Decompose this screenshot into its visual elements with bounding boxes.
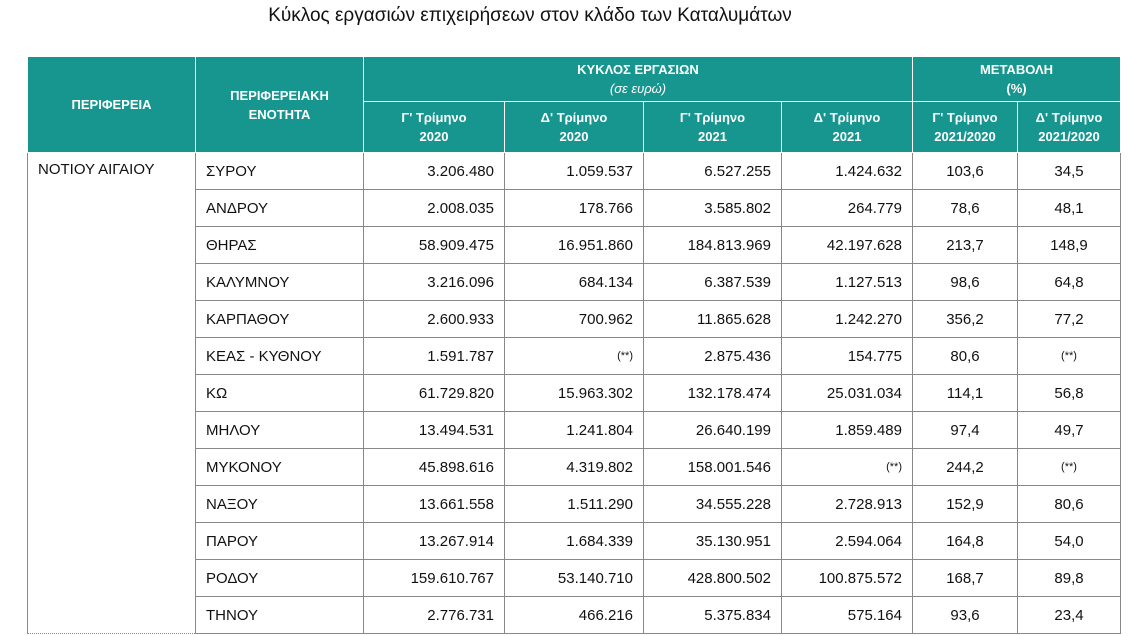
header-change-label: ΜΕΤΑΒΟΛΗ (979, 62, 1054, 77)
turnover-cell: 45.898.616 (364, 449, 505, 486)
turnover-cell: 34.555.228 (644, 486, 782, 523)
unit-cell: ΜΥΚΟΝΟΥ (196, 449, 364, 486)
change-cell: 93,6 (913, 597, 1018, 634)
unit-cell: ΚΩ (196, 375, 364, 412)
turnover-cell: 25.031.034 (782, 375, 913, 412)
change-cell: 49,7 (1018, 412, 1121, 449)
header-region: ΠΕΡΙΦΕΡΕΙΑ (28, 57, 196, 153)
header-col-3 (782, 102, 913, 153)
unit-cell: ΚΑΛΥΜΝΟΥ (196, 264, 364, 301)
turnover-cell: 3.206.480 (364, 153, 505, 190)
turnover-cell: 5.375.834 (644, 597, 782, 634)
turnover-cell: 2.008.035 (364, 190, 505, 227)
unit-cell: ΡΟΔΟΥ (196, 560, 364, 597)
turnover-cell: 42.197.628 (782, 227, 913, 264)
turnover-cell: (**) (782, 449, 913, 486)
change-cell: 34,5 (1018, 153, 1121, 190)
turnover-cell: 3.216.096 (364, 264, 505, 301)
turnover-cell: 53.140.710 (505, 560, 644, 597)
header-col-line: 2021/2020 (1038, 129, 1100, 144)
change-cell: 97,4 (913, 412, 1018, 449)
unit-cell: ΚΑΡΠΑΘΟΥ (196, 301, 364, 338)
header-col-line: 2021/2020 (934, 129, 996, 144)
header-unit (196, 57, 364, 153)
header-col-line: 2021 (698, 129, 727, 144)
unit-cell: ΤΗΝΟΥ (196, 597, 364, 634)
unit-cell: ΝΑΞΟΥ (196, 486, 364, 523)
change-cell: 56,8 (1018, 375, 1121, 412)
change-cell: 23,4 (1018, 597, 1121, 634)
header-unit-label: ΠΕΡΙΦΕΡΕΙΑΚΗ ΕΝΟΤΗΤΑ (230, 87, 329, 122)
turnover-cell: 3.585.802 (644, 190, 782, 227)
change-cell: 80,6 (1018, 486, 1121, 523)
header-col-line: 2020 (559, 129, 589, 144)
change-cell: 103,6 (913, 153, 1018, 190)
header-turnover (364, 57, 913, 102)
turnover-cell: 1.684.339 (505, 523, 644, 560)
change-cell: 152,9 (913, 486, 1018, 523)
turnover-cell: 159.610.767 (364, 560, 505, 597)
unit-cell: ΘΗΡΑΣ (196, 227, 364, 264)
header-col-line: 2020 (419, 129, 449, 144)
turnover-cell: 2.594.064 (782, 523, 913, 560)
header-col-5 (1018, 102, 1121, 153)
change-cell: 78,6 (913, 190, 1018, 227)
turnover-cell: 100.875.572 (782, 560, 913, 597)
turnover-cell: 700.962 (505, 301, 644, 338)
header-col-line: Δ' Τρίμηνο (540, 110, 608, 125)
turnover-cell: 1.242.270 (782, 301, 913, 338)
header-col-1 (505, 102, 644, 153)
turnover-cell: 154.775 (782, 338, 913, 375)
header-col-line: Δ' Τρίμηνο (1035, 110, 1103, 125)
change-cell: 89,8 (1018, 560, 1121, 597)
turnover-table (27, 56, 1121, 634)
turnover-cell: 1.059.537 (505, 153, 644, 190)
turnover-cell: 4.319.802 (505, 449, 644, 486)
turnover-cell: 26.640.199 (644, 412, 782, 449)
header-col-0 (364, 102, 505, 153)
turnover-cell: 35.130.951 (644, 523, 782, 560)
turnover-cell: 13.494.531 (364, 412, 505, 449)
turnover-cell: 11.865.628 (644, 301, 782, 338)
change-cell: 64,8 (1018, 264, 1121, 301)
change-cell: 356,2 (913, 301, 1018, 338)
change-cell: 148,9 (1018, 227, 1121, 264)
header-col-line: 2021 (832, 129, 862, 144)
turnover-cell: 1.424.632 (782, 153, 913, 190)
unit-cell: ΚΕΑΣ - ΚΥΘΝΟΥ (196, 338, 364, 375)
turnover-cell: 6.527.255 (644, 153, 782, 190)
turnover-cell: 61.729.820 (364, 375, 505, 412)
header-change (913, 57, 1121, 102)
change-cell: 164,8 (913, 523, 1018, 560)
turnover-cell: 1.591.787 (364, 338, 505, 375)
change-cell: 114,1 (913, 375, 1018, 412)
turnover-cell: 2.776.731 (364, 597, 505, 634)
change-cell: (**) (1018, 449, 1121, 486)
page-title: Κύκλος εργασιών επιχειρήσεων στον κλάδο των Καταλυμάτων (268, 5, 792, 26)
header-col-line: Γ' Τρίμηνο (401, 110, 467, 125)
header-col-line: Δ' Τρίμηνο (813, 110, 881, 125)
turnover-cell: 575.164 (782, 597, 913, 634)
table-row (28, 153, 1121, 190)
turnover-cell: 184.813.969 (644, 227, 782, 264)
change-cell: 80,6 (913, 338, 1018, 375)
header-turnover-label: ΚΥΚΛΟΣ ΕΡΓΑΣΙΩΝ (577, 62, 699, 77)
unit-cell: ΠΑΡΟΥ (196, 523, 364, 560)
turnover-cell: 428.800.502 (644, 560, 782, 597)
change-cell: 48,1 (1018, 190, 1121, 227)
change-cell: (**) (1018, 338, 1121, 375)
unit-cell: ΑΝΔΡΟΥ (196, 190, 364, 227)
header-col-line: Γ' Τρίμηνο (932, 110, 998, 125)
turnover-cell: 1.511.290 (505, 486, 644, 523)
unit-cell: ΣΥΡΟΥ (196, 153, 364, 190)
header-col-4 (913, 102, 1018, 153)
change-cell: 77,2 (1018, 301, 1121, 338)
turnover-cell: 466.216 (505, 597, 644, 634)
header-turnover-unit: (σε ευρώ) (609, 81, 667, 96)
turnover-cell: 178.766 (505, 190, 644, 227)
turnover-cell: 132.178.474 (644, 375, 782, 412)
turnover-cell: 158.001.546 (644, 449, 782, 486)
change-cell: 168,7 (913, 560, 1018, 597)
turnover-cell: 58.909.475 (364, 227, 505, 264)
turnover-cell: 6.387.539 (644, 264, 782, 301)
turnover-cell: (**) (505, 338, 644, 375)
unit-cell: ΜΗΛΟΥ (196, 412, 364, 449)
change-cell: 98,6 (913, 264, 1018, 301)
region-cell: ΝΟΤΙΟΥ ΑΙΓΑΙΟΥ (28, 153, 196, 634)
turnover-cell: 264.779 (782, 190, 913, 227)
turnover-cell: 2.600.933 (364, 301, 505, 338)
header-col-line: Γ' Τρίμηνο (679, 110, 746, 125)
turnover-cell: 13.661.558 (364, 486, 505, 523)
header-change-unit: (%) (1006, 81, 1027, 96)
turnover-cell: 1.127.513 (782, 264, 913, 301)
turnover-cell: 13.267.914 (364, 523, 505, 560)
turnover-cell: 1.241.804 (505, 412, 644, 449)
header-col-2 (644, 102, 782, 153)
turnover-cell: 2.728.913 (782, 486, 913, 523)
change-cell: 213,7 (913, 227, 1018, 264)
change-cell: 54,0 (1018, 523, 1121, 560)
turnover-cell: 2.875.436 (644, 338, 782, 375)
turnover-cell: 15.963.302 (505, 375, 644, 412)
turnover-cell: 16.951.860 (505, 227, 644, 264)
turnover-cell: 1.859.489 (782, 412, 913, 449)
turnover-cell: 684.134 (505, 264, 644, 301)
change-cell: 244,2 (913, 449, 1018, 486)
